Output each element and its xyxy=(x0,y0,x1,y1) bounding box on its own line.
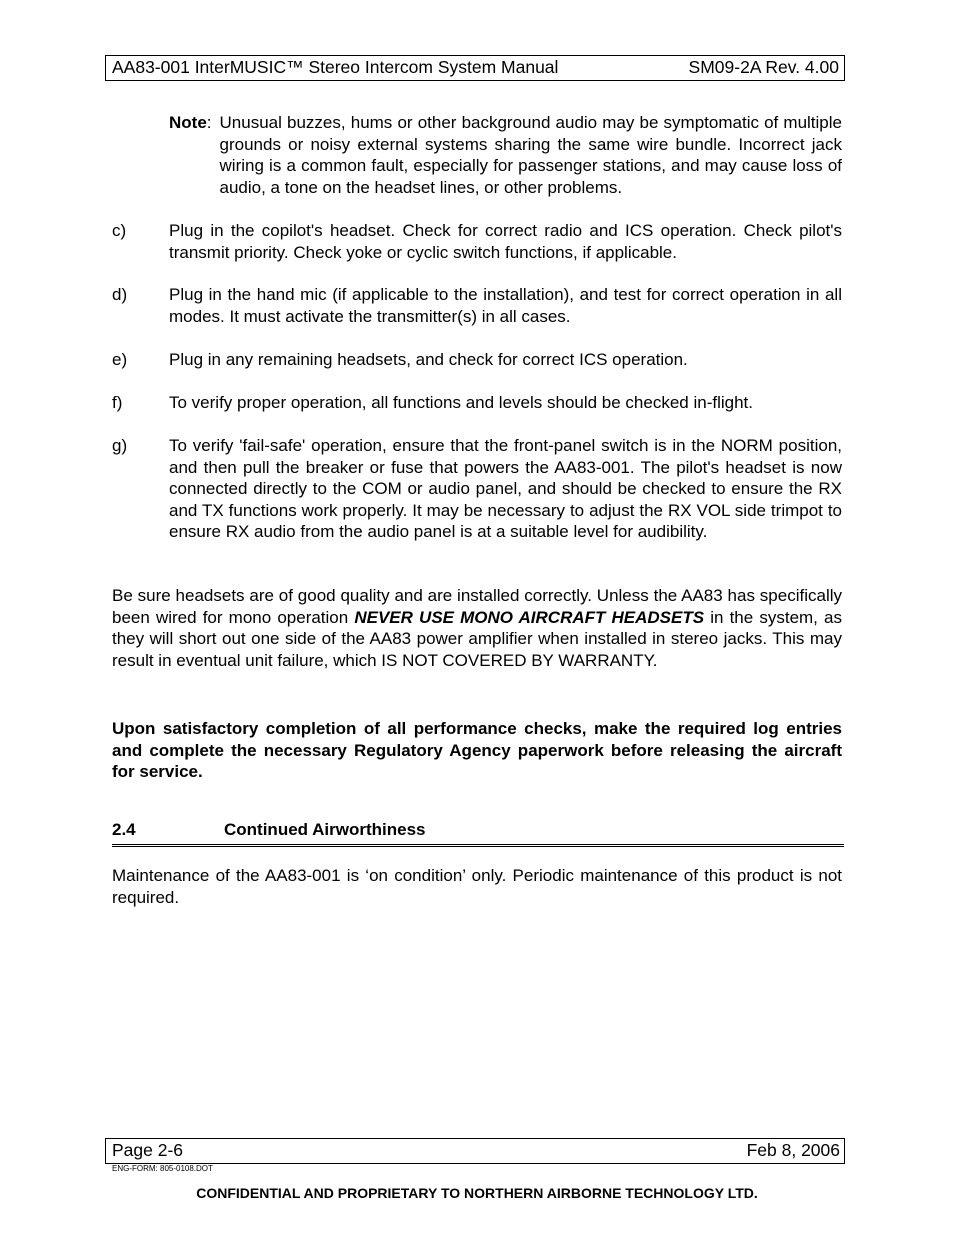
step-label: e) xyxy=(112,350,128,369)
step-label: g) xyxy=(112,436,128,455)
note-text: Unusual buzzes, hums or other background audio may be symptomatic of multiple grounds or noisy external systems sharing the same wire bundle. Incorrect jack wiring is a common fault, especially for passenger stations, and may cause loss of audio, a tone on the headset lines, or other problems. xyxy=(219,113,842,197)
step-f xyxy=(112,392,842,414)
step-label: d) xyxy=(112,285,128,304)
step-d xyxy=(112,284,842,327)
page-number: Page 2-6 xyxy=(112,1140,184,1161)
headset-warning-emphasis: NEVER USE MONO AIRCRAFT HEADSETS xyxy=(354,607,705,627)
form-id: ENG-FORM: 805-0108.DOT xyxy=(112,1164,213,1173)
step-text: Plug in the copilot's headset. Check for correct radio and ICS operation. Check pilot's transmit priority. Check yoke or cyclic switch functions, if applicable. xyxy=(169,221,842,262)
headset-warning xyxy=(112,585,842,671)
step-text: Plug in the hand mic (if applicable to the installation), and test for correct operation in all modes. It must activate the transmitter(s) in all cases. xyxy=(169,285,842,326)
document-title: AA83-001 InterMUSIC™ Stereo Intercom System Manual xyxy=(112,57,559,78)
step-text: To verify 'fail-safe' operation, ensure that the front-panel switch is in the NORM position, and then pull the breaker or fuse that powers the AA83-001. The pilot's headset is now connected directly to the COM or audio panel, and should be checked to ensure the RX and TX functions work properly. It may be necessary to adjust the RX VOL side trimpot to ensure RX audio from the audio panel is at a suitable level for audibility. xyxy=(169,436,842,542)
step-label: c) xyxy=(112,221,127,240)
completion-notice: Upon satisfactory completion of all performance checks, make the required log entries and complete the necessary Regulatory Agency paperwork before releasing the aircraft for service. xyxy=(112,719,842,782)
section-title: Continued Airworthiness xyxy=(224,820,426,839)
section-body: Maintenance of the AA83-001 is ‘on condition’ only. Periodic maintenance of this product is not required. xyxy=(112,866,842,907)
step-g xyxy=(112,435,842,543)
note-label: Note xyxy=(169,113,207,132)
headset-warning-after: in the system, as they will short out one side of the AA83 power amplifier when installed in stereo jacks. This may result in eventual unit failure, which IS NOT COVERED BY WARRANTY. xyxy=(112,607,842,670)
step-c xyxy=(112,220,842,263)
page-footer xyxy=(105,1138,845,1164)
note-block xyxy=(169,112,842,198)
confidential-notice: CONFIDENTIAL AND PROPRIETARY TO NORTHERN AIRBORNE TECHNOLOGY LTD. xyxy=(196,1185,758,1201)
section-heading xyxy=(112,819,844,847)
headset-warning-before: Be sure headsets are of good quality and are installed correctly. Unless the AA83 has specifically been wired for mono operation xyxy=(112,586,842,627)
section-number: 2.4 xyxy=(112,820,136,839)
step-text: To verify proper operation, all functions and levels should be checked in-flight. xyxy=(169,393,754,412)
document-revision: SM09-2A Rev. 4.00 xyxy=(688,57,839,78)
page-header xyxy=(105,55,845,81)
step-e xyxy=(112,349,842,371)
step-label: f) xyxy=(112,393,123,412)
step-text: Plug in any remaining headsets, and check for correct ICS operation. xyxy=(169,350,688,369)
document-date: Feb 8, 2006 xyxy=(746,1140,840,1161)
note-label-wrap: Note: xyxy=(169,113,212,132)
